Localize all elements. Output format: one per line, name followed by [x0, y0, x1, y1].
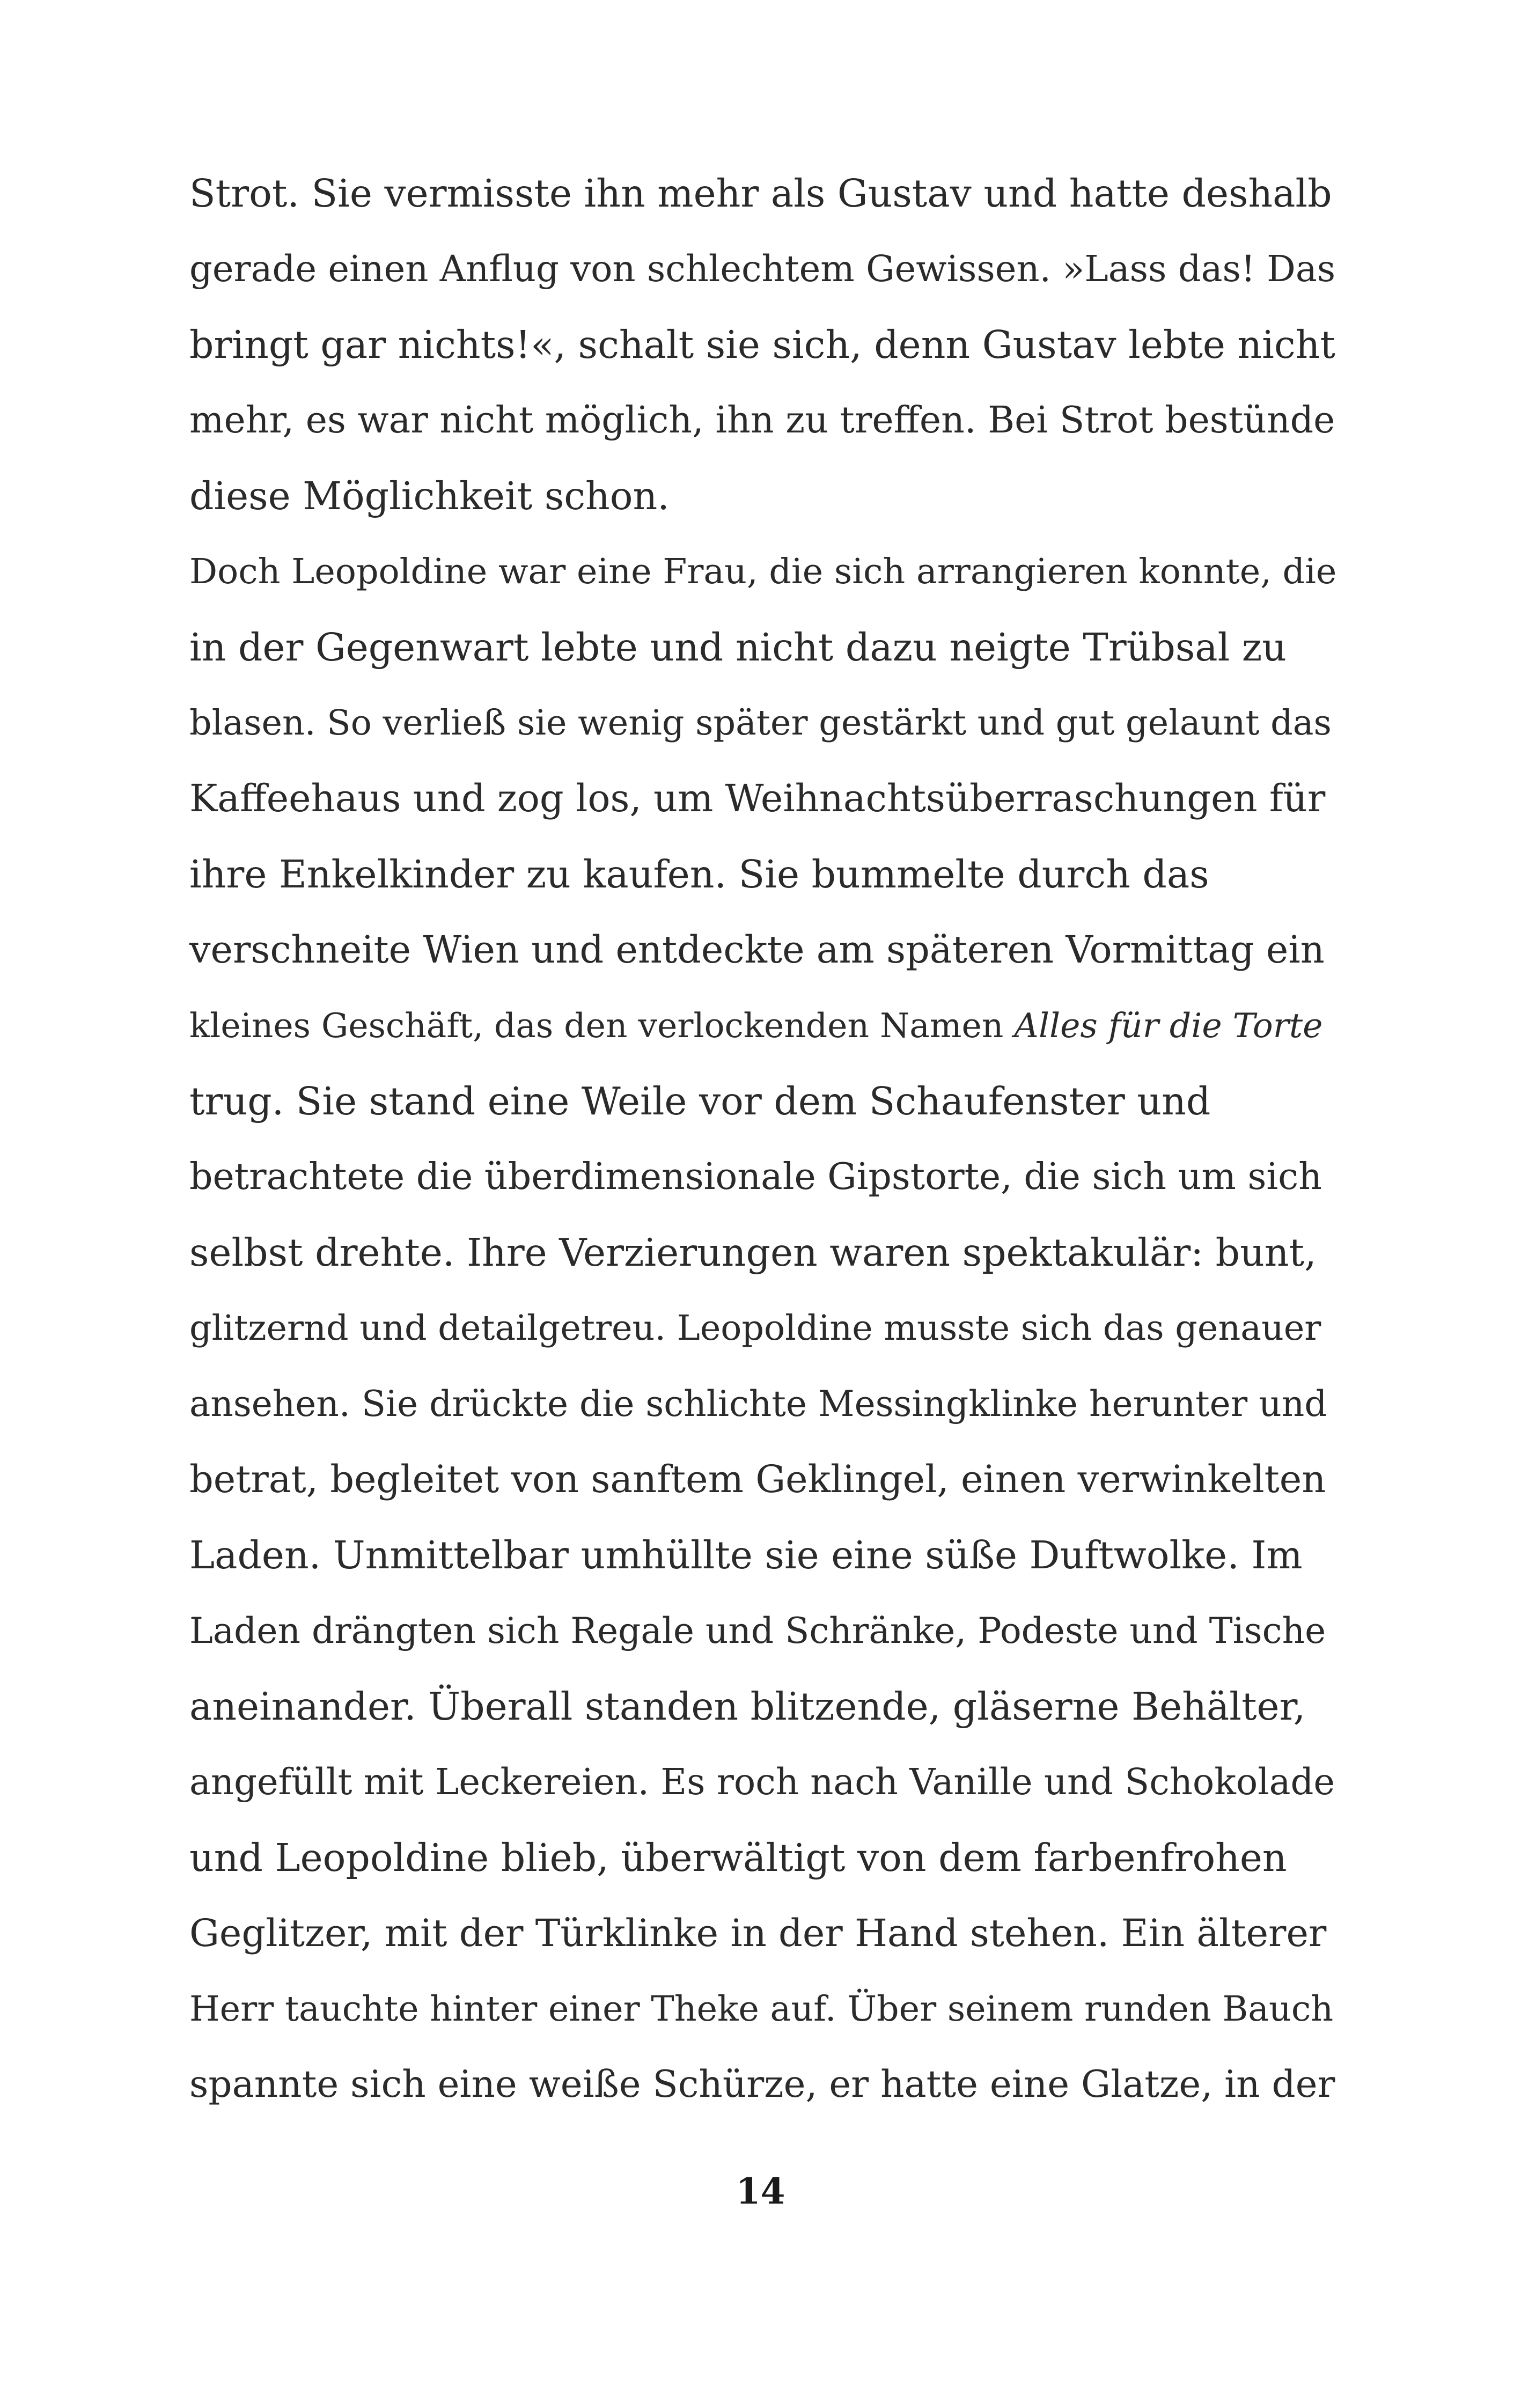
text-line — [189, 2047, 1338, 2123]
line-text: mehr, es war nicht möglich, ihn zu treffen. Bei Strot bestünde — [189, 399, 1335, 442]
text-line — [189, 1593, 1338, 1669]
text-line — [189, 1669, 1338, 1744]
line-text: angefüllt mit Leckereien. Es roch nach Vanille und Schokolade — [189, 1761, 1335, 1803]
line-text: Herr tauchte hinter einer Theke auf. Über seinem runden Bauch — [189, 1989, 1334, 2029]
line-text: spannte sich eine weiße Schürze, er hatte eine Glatze, in der — [189, 2063, 1335, 2106]
body-text — [189, 156, 1338, 2123]
text-line — [189, 383, 1338, 458]
text-line — [189, 1744, 1338, 1820]
line-text: trug. Sie stand eine Weile vor dem Schaufenster und — [189, 1079, 1211, 1124]
text-line — [189, 458, 1338, 534]
line-text: Geglitzer, mit der Türklinke in der Hand stehen. Ein älterer — [189, 1911, 1327, 1955]
shop-name: Alles für die Torte — [1014, 1006, 1323, 1045]
text-line — [189, 1139, 1338, 1215]
text-line — [189, 1063, 1338, 1139]
text-line — [189, 1971, 1338, 2047]
line-text: ihre Enkelkinder zu kaufen. Sie bummelte durch das — [189, 852, 1209, 897]
text-line — [189, 988, 1338, 1063]
line-text: betrachtete die überdimensionale Gipstorte, die sich um sich — [189, 1156, 1322, 1198]
line-text: Laden. Unmittelbar umhüllte sie eine süße Duftwolke. Im — [189, 1533, 1303, 1577]
text-line — [189, 1442, 1338, 1517]
line-text: diese Möglichkeit schon. — [189, 474, 670, 518]
line-text: und Leopoldine blieb, überwältigt von dem farbenfrohen — [189, 1836, 1287, 1880]
line-text: aneinander. Überall standen blitzende, gläserne Behälter, — [189, 1684, 1306, 1729]
line-text: blasen. So verließ sie wenig später gestärkt und gut gelaunt das — [189, 703, 1332, 743]
line-text: Doch Leopoldine war eine Frau, die sich arrangieren konnte, die — [189, 552, 1337, 592]
line-text: kleines Geschäft, das den verlockenden Namen — [189, 1006, 1015, 1045]
line-text: selbst drehte. Ihre Verzierungen waren spektakulär: bunt, — [189, 1230, 1317, 1275]
text-line — [189, 1896, 1338, 1971]
line-text: gerade einen Anflug von schlechtem Gewissen. »Lass das! Das — [189, 248, 1336, 290]
page-number: 14 — [736, 2170, 785, 2212]
line-text: ansehen. Sie drückte die schlichte Messingklinke herunter und — [189, 1383, 1327, 1425]
line-text: betrat, begleitet von sanftem Geklingel, einen verwinkelten — [189, 1457, 1326, 1501]
text-line — [189, 231, 1338, 307]
text-line — [189, 534, 1338, 610]
text-line — [189, 1820, 1338, 1896]
text-line — [189, 1290, 1338, 1366]
text-line — [189, 685, 1338, 761]
line-text: Strot. Sie vermisste ihn mehr als Gustav und hatte deshalb — [189, 171, 1332, 216]
line-text: Laden drängten sich Regale und Schränke, Podeste und Tische — [189, 1610, 1326, 1651]
line-text: bringt gar nichts!«, schalt sie sich, denn Gustav lebte nicht — [189, 322, 1335, 367]
text-line — [189, 912, 1338, 988]
line-text: in der Gegenwart lebte und nicht dazu neigte Trübsal zu — [189, 625, 1287, 670]
line-text: verschneite Wien und entdeckte am späteren Vormittag ein — [189, 928, 1325, 972]
line-text: Kaffeehaus und zog los, um Weihnachtsüberraschungen für — [189, 776, 1326, 820]
text-line — [189, 836, 1338, 912]
text-line — [189, 610, 1338, 685]
text-line — [189, 1517, 1338, 1593]
text-line — [189, 1366, 1338, 1442]
text-line — [189, 307, 1338, 383]
line-text: glitzernd und detailgetreu. Leopoldine musste sich das genauer — [189, 1308, 1321, 1348]
text-line — [189, 156, 1338, 231]
text-line — [189, 761, 1338, 836]
text-line — [189, 1215, 1338, 1290]
